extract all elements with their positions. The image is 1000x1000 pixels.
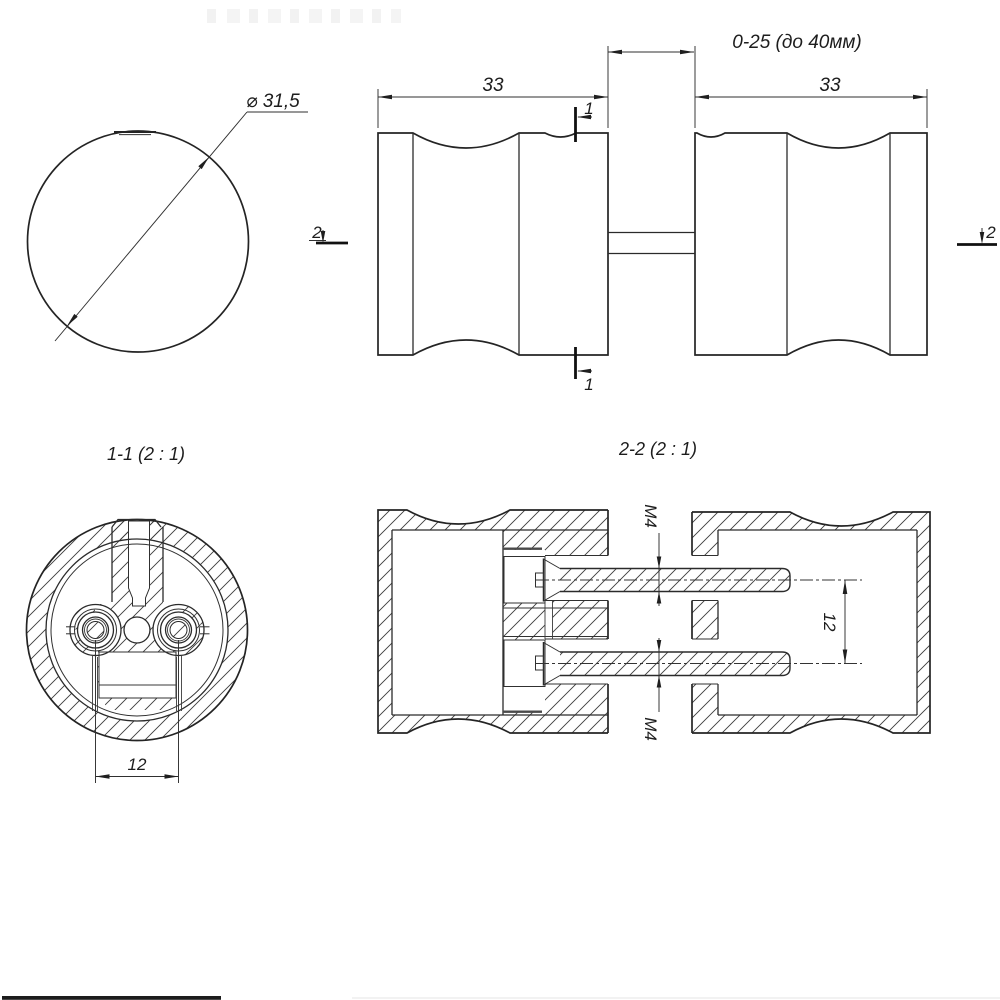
- title-block-edge: [2, 996, 221, 1000]
- section2-cut-mark-left: [309, 223, 348, 243]
- dim-rod-spacing: [820, 580, 847, 664]
- right-knob-section-outline: [692, 512, 930, 733]
- slot-void: [129, 521, 150, 606]
- section1-bottom-label: 1: [584, 375, 594, 394]
- section-2-2-caption: 2-2 (2 : 1): [619, 439, 698, 459]
- knob-face-view: [28, 91, 309, 352]
- section1-top-label: 1: [584, 99, 594, 118]
- left-knob-section-hatch: [378, 510, 608, 733]
- thread-top-label: M4: [641, 504, 660, 528]
- section-1-1-caption: 1-1 (2 : 1): [107, 444, 186, 464]
- rod-spacing-label: 12: [820, 612, 839, 632]
- front-view: [309, 32, 997, 394]
- section2-right-label: 2: [986, 223, 996, 242]
- section2-left-label: 2: [312, 223, 322, 242]
- dim-glass-thickness: [608, 32, 862, 54]
- section-2-2-view: [378, 439, 930, 741]
- section1-cut-mark-top: [576, 99, 594, 142]
- dim-width-right: [695, 75, 927, 99]
- thread-bottom-label: M4: [641, 717, 660, 741]
- right-knob-section-hatch: [692, 512, 930, 733]
- bottom-cavity: [99, 652, 176, 698]
- width-left-label: 33: [482, 75, 504, 96]
- dim-width-left: [378, 75, 608, 99]
- glass-thickness-label: 0-25 (до 40мм): [732, 32, 862, 53]
- diameter-label: ⌀ 31,5: [246, 91, 300, 112]
- right-knob-outline: [695, 133, 927, 355]
- dim-diameter: [55, 91, 308, 341]
- washer-edge-top: [503, 548, 542, 550]
- bottom-faint-edge: [352, 997, 1000, 999]
- width-right-label: 33: [819, 75, 841, 96]
- hole-spacing-label: 12: [127, 755, 147, 774]
- section2-cut-mark-right: [957, 223, 997, 245]
- washer-edge-bottom: [503, 711, 542, 713]
- section-1-1-view: [27, 444, 248, 783]
- watermark: [207, 9, 401, 23]
- section1-cut-mark-bottom: [576, 347, 594, 394]
